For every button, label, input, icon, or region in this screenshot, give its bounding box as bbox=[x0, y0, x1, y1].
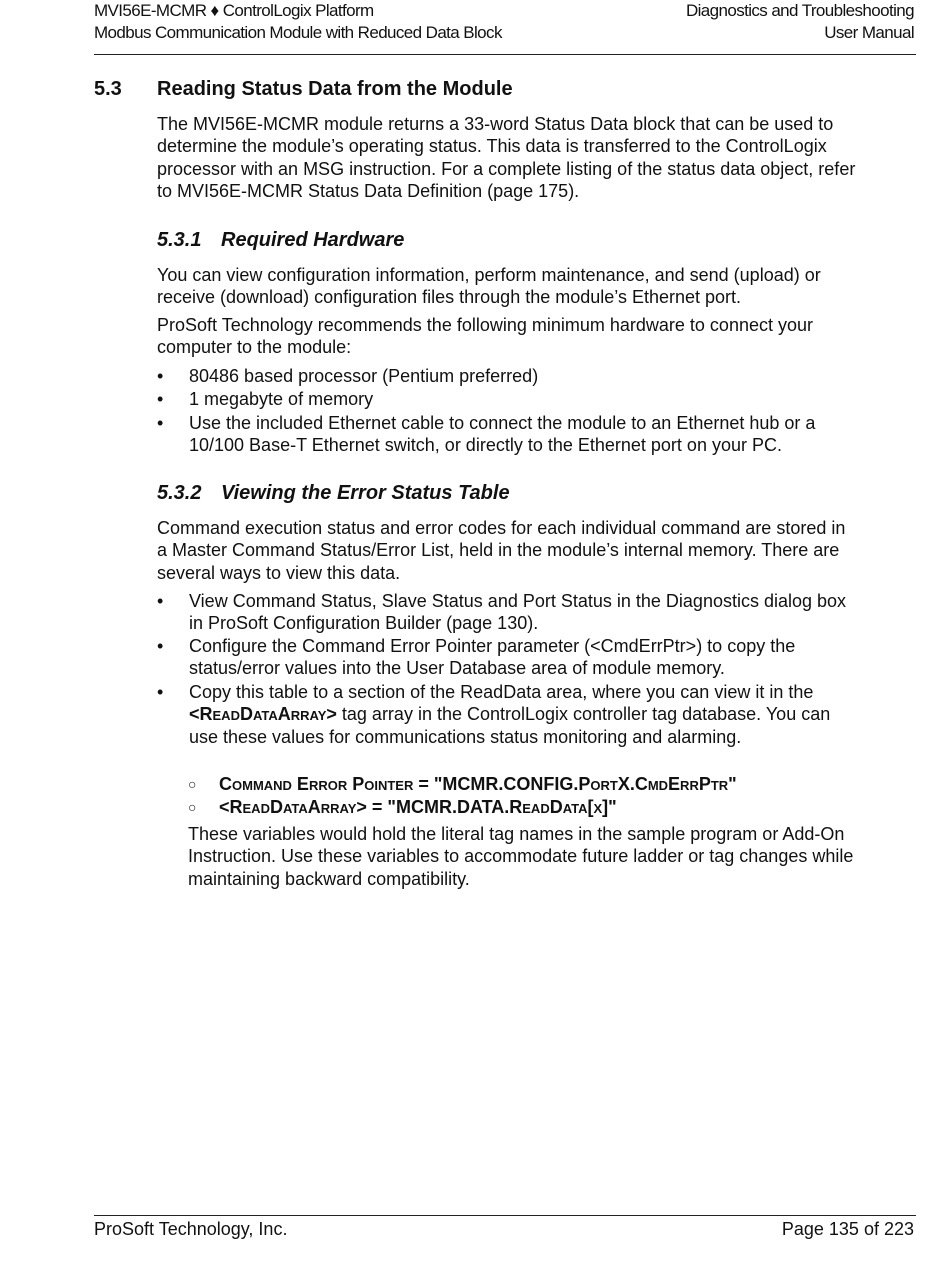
bullet-icon: • bbox=[157, 413, 164, 433]
circle-bullet-icon: ○ bbox=[188, 776, 197, 792]
hardware-para-2: ProSoft Technology recommends the following minimum hardware to connect your computer to the module: bbox=[157, 315, 813, 358]
bullet-icon: • bbox=[157, 682, 164, 702]
footer-company: ProSoft Technology, Inc. bbox=[94, 1219, 288, 1239]
hardware-para-1: You can view configuration information, perform maintenance, and send (upload) or receive (download) configuration files through the module’s Ethernet port. bbox=[157, 265, 821, 308]
tag-path: "MCMR.DATA.ReadData[x]" bbox=[387, 797, 617, 817]
section-number: 5.3 bbox=[94, 78, 122, 100]
section-intro: The MVI56E-MCMR module returns a 33-word Status Data block that can be used to determine the module’s operating status. This data is transferred to the ControlLogix processor with an MSG instruction. For a complete listing of the status data object, refer to MVI56E-MCMR Status Data Definition (page 175). bbox=[157, 114, 856, 202]
header-doc-type: User Manual bbox=[824, 23, 914, 42]
bullet-icon: • bbox=[157, 636, 164, 656]
header-chapter: Diagnostics and Troubleshooting bbox=[685, 1, 914, 20]
parameter-name: Command Error Pointer bbox=[219, 774, 414, 794]
subsection-title: Required Hardware bbox=[221, 229, 405, 251]
tag-path: "MCMR.CONFIG.PortX.CmdErrPtr" bbox=[433, 774, 737, 794]
subsection-number: 5.3.1 bbox=[157, 229, 202, 251]
bullet-icon: • bbox=[157, 366, 164, 386]
bullet-icon: • bbox=[157, 389, 164, 409]
tag-name: <ReadDataArray> bbox=[189, 704, 337, 725]
parameter-name: <ReadDataArray> bbox=[219, 797, 367, 817]
header-module: Modbus Communication Module with Reduced Data Block bbox=[94, 23, 502, 42]
error-status-para: Command execution status and error codes for each individual command are stored in a Master Command Status/Error List, held in the module’s internal memory. There are several ways to view this data. bbox=[157, 518, 846, 583]
subsection-title: Viewing the Error Status Table bbox=[221, 482, 510, 504]
subsection-number: 5.3.2 bbox=[157, 482, 202, 504]
closing-para: These variables would hold the literal tag names in the sample program or Add-On Instruction. Use these variables to accommodate future ladder or tag changes while maintaining backward compatibility. bbox=[188, 824, 854, 889]
bullet-icon: • bbox=[157, 591, 164, 611]
page-footer bbox=[94, 1215, 916, 1239]
header-product: MVI56E-MCMR ♦ ControlLogix Platform bbox=[94, 1, 374, 20]
section-title: Reading Status Data from the Module bbox=[157, 78, 513, 100]
circle-bullet-icon: ○ bbox=[188, 799, 197, 815]
page-header bbox=[94, 0, 916, 55]
page-number: Page 135 of 223 bbox=[781, 1219, 914, 1239]
